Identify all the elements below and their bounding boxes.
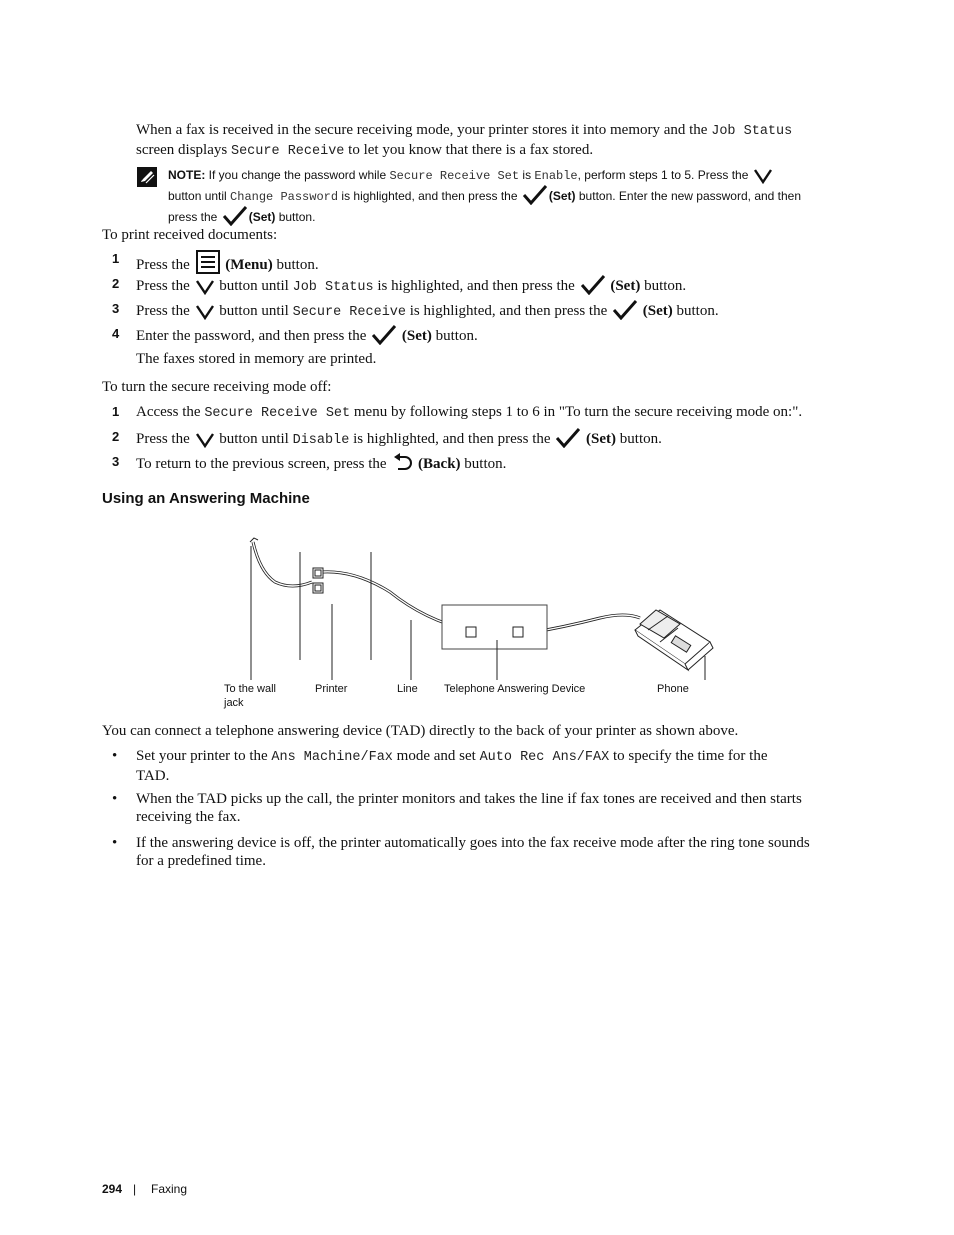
note-line-1: NOTE: If you change the password while Secure Receive Set is Enable, perform steps 1 to 5. Press the bbox=[168, 166, 848, 185]
print-lead: To print received documents: bbox=[102, 227, 278, 243]
note-pencil-icon bbox=[137, 167, 157, 187]
printer-ports bbox=[313, 568, 323, 593]
off-step-3: 3 To return to the previous screen, press the (Back) button. bbox=[112, 454, 507, 472]
label-wall-jack: To the wall jack bbox=[224, 683, 276, 709]
label-tad: Telephone Answering Device bbox=[444, 683, 586, 695]
down-arrow-icon bbox=[196, 279, 214, 295]
phone-drawing bbox=[635, 610, 713, 670]
print-result: The faxes stored in memory are printed. bbox=[136, 351, 377, 367]
footer-section: Faxing bbox=[151, 1182, 188, 1196]
body-paragraph: You can connect a telephone answering device (TAD) directly to the back of your printer as shown above. bbox=[102, 723, 739, 739]
check-icon bbox=[556, 428, 580, 448]
wall-jack-cable bbox=[253, 542, 312, 586]
down-arrow-icon bbox=[196, 432, 214, 448]
off-lead: To turn the secure receiving mode off: bbox=[102, 379, 332, 395]
bullet-dot: • bbox=[112, 748, 118, 764]
bullet-dot: • bbox=[112, 791, 118, 807]
answering-machine-diagram bbox=[220, 532, 720, 682]
page-number: 294 bbox=[102, 1182, 123, 1196]
check-icon bbox=[523, 185, 547, 205]
check-icon bbox=[613, 300, 637, 320]
print-step-4: 4 Enter the password, and then press the (Set) button. bbox=[112, 326, 478, 344]
bullet-dot: • bbox=[112, 835, 118, 851]
intro-paragraph bbox=[136, 121, 848, 161]
note-line-3: press the (Set) button. bbox=[168, 206, 848, 226]
check-icon bbox=[581, 275, 605, 295]
print-step-1: 1 Press the (Menu) button. bbox=[112, 251, 319, 273]
note-label: NOTE: bbox=[168, 168, 206, 182]
down-arrow-icon bbox=[196, 304, 214, 320]
check-icon bbox=[372, 325, 396, 345]
tad-box bbox=[442, 605, 547, 649]
intro-line-1: When a fax is received in the secure receiving mode, your printer stores it into memory and the Job Status bbox=[136, 122, 793, 139]
intro-line-2: screen displays Secure Receive to let you know that there is a fax stored. bbox=[136, 142, 594, 159]
check-icon bbox=[223, 206, 247, 226]
off-step-2: 2 Press the button until Disable is highlighted, and then press the (Set) button. bbox=[112, 429, 662, 448]
print-step-2: 2 Press the button until Job Status is highlighted, and then press the (Set) button. bbox=[112, 276, 687, 295]
label-printer: Printer bbox=[315, 683, 348, 695]
label-line: Line bbox=[397, 683, 418, 695]
footer-separator: | bbox=[133, 1182, 137, 1196]
section-heading: Using an Answering Machine bbox=[102, 490, 310, 507]
off-step-1: 1 Access the Secure Receive Set menu by following steps 1 to 6 in "To turn the secure receiving mode on:". bbox=[112, 404, 803, 421]
down-arrow-icon bbox=[754, 168, 772, 184]
label-phone: Phone bbox=[657, 683, 689, 695]
print-step-3: 3 Press the button until Secure Receive is highlighted, and then press the (Set) button. bbox=[112, 301, 719, 320]
note-line-2: button until Change Password is highlighted, and then press the (Set) button. Enter the new password, and then bbox=[168, 185, 848, 206]
note-block bbox=[168, 166, 848, 226]
menu-icon bbox=[196, 250, 220, 274]
back-icon bbox=[392, 453, 412, 473]
